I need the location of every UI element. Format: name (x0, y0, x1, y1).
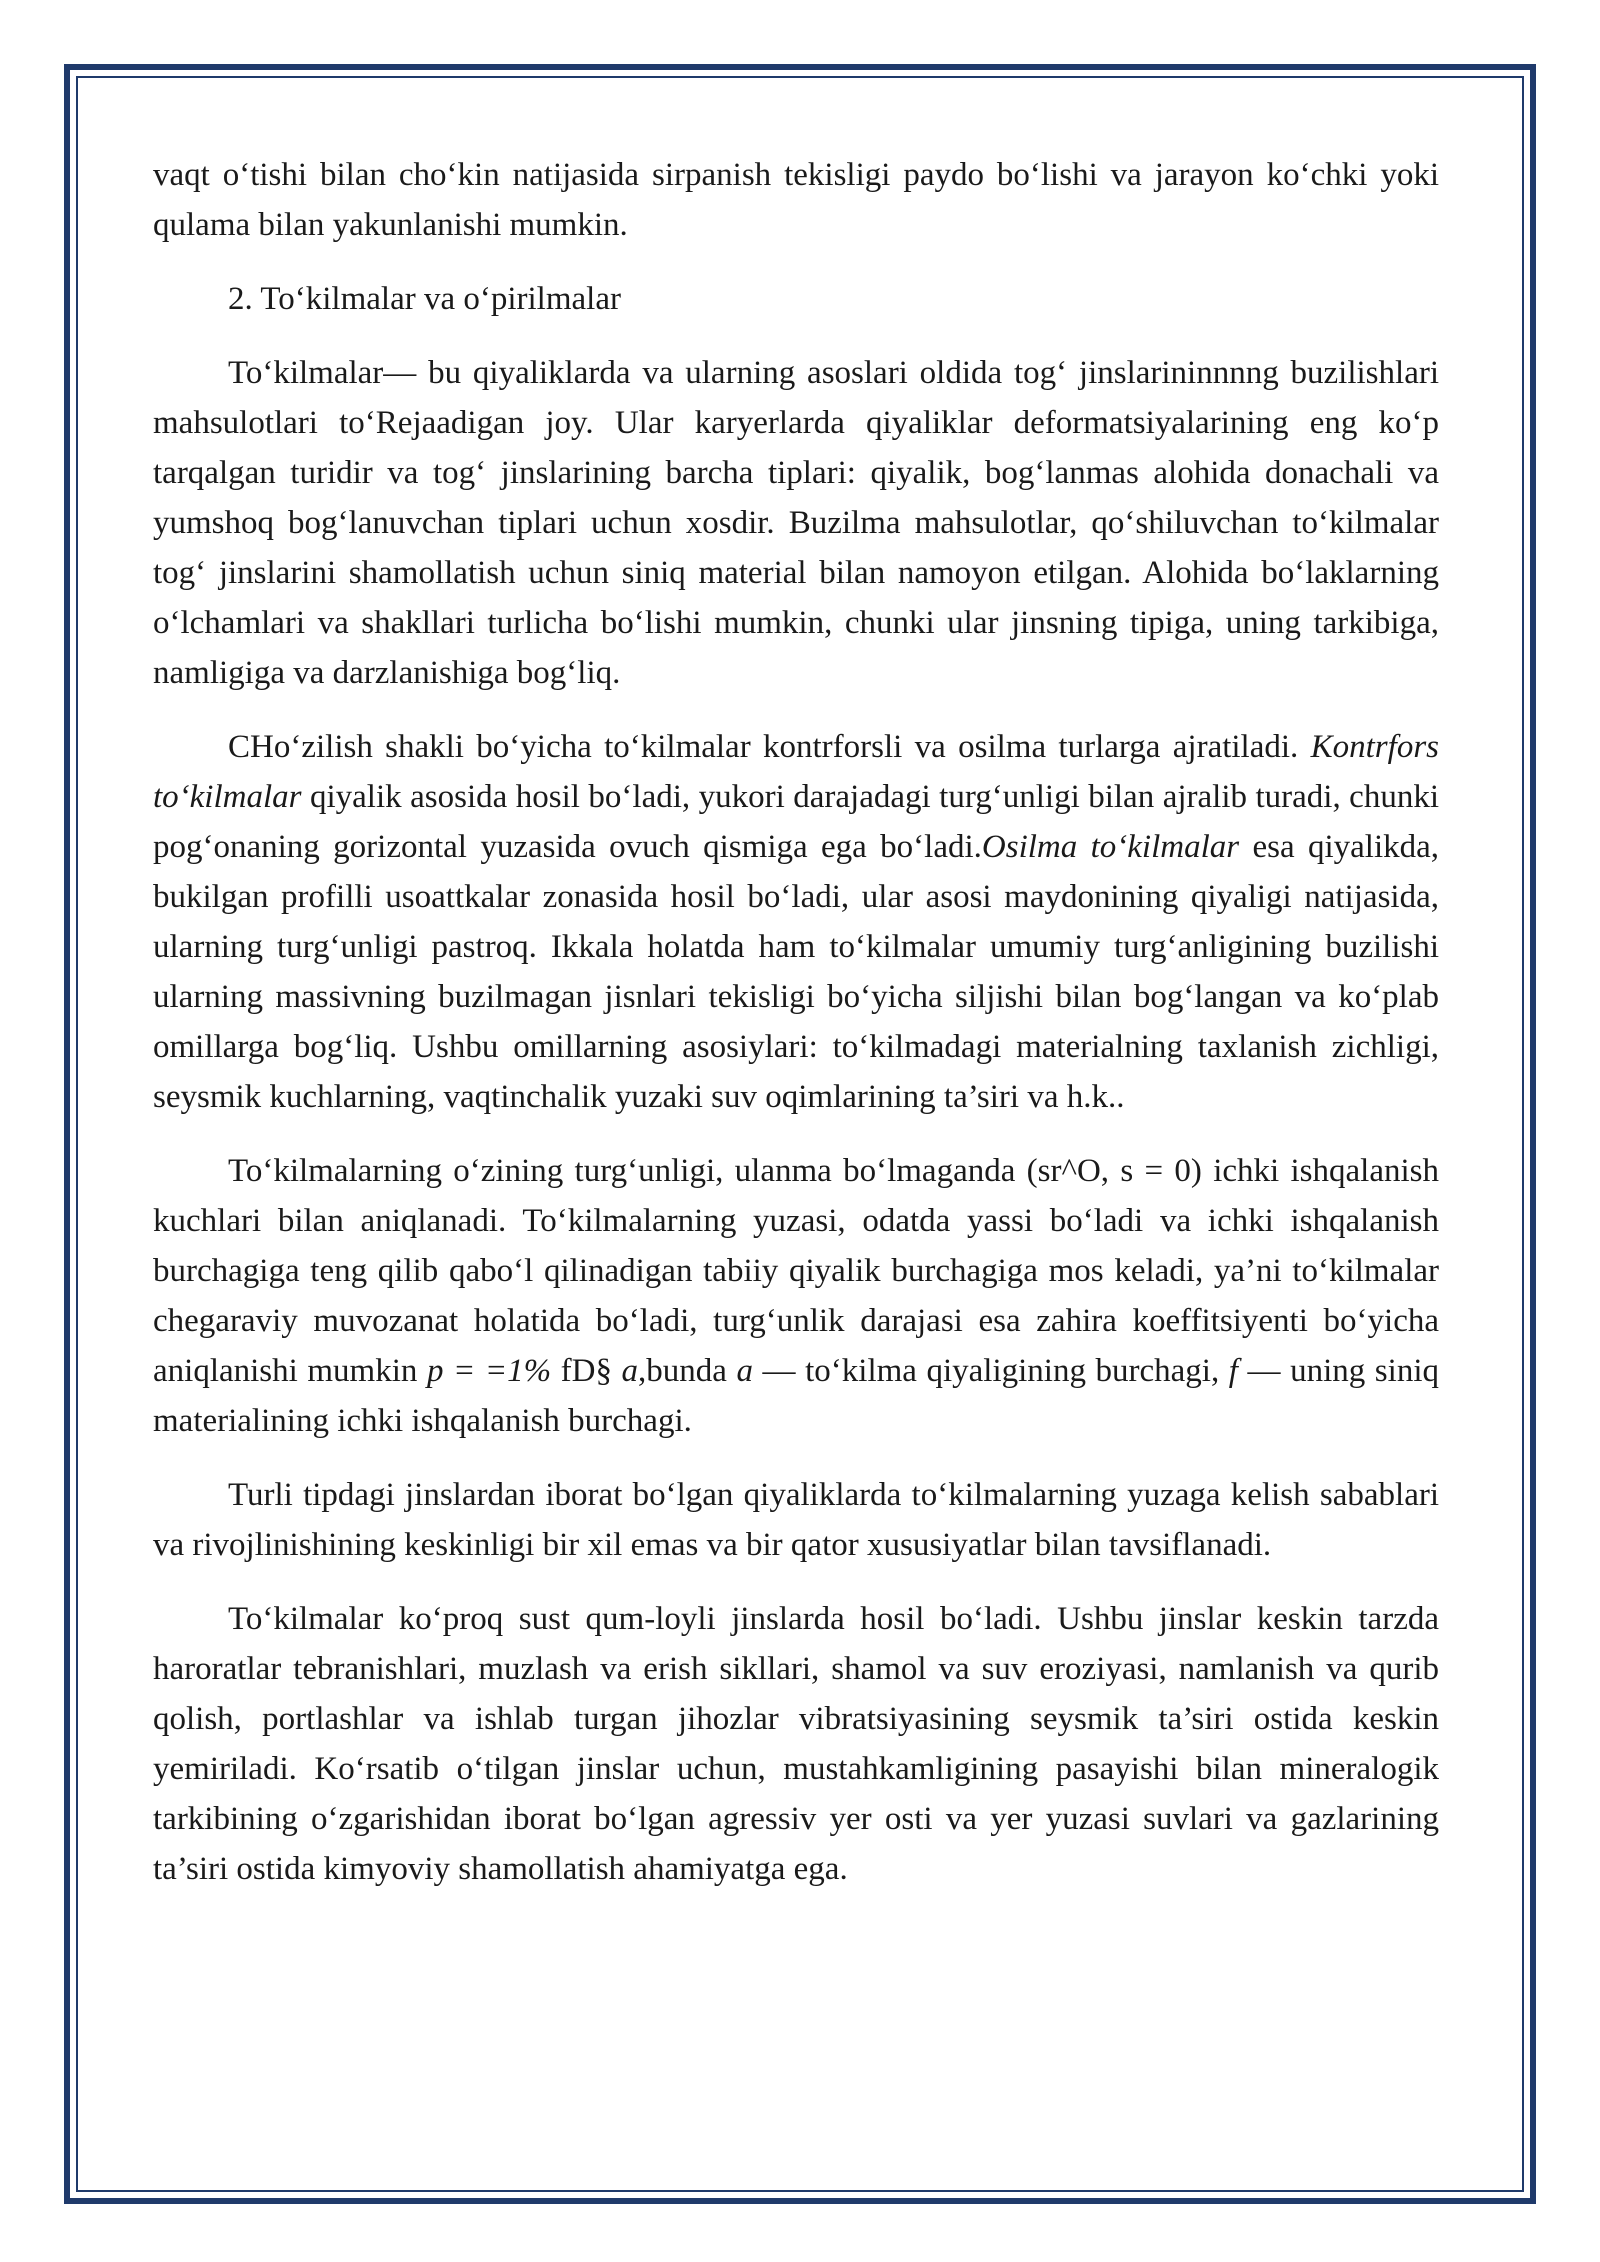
paragraph-4-text-e: — uning siniq materialining ichki ishqalanish burchagi. (153, 1353, 1439, 1439)
document-body (153, 150, 1439, 1894)
paragraph-5: Turli tipdagi jinslardan iborat bo‘lgan qiyaliklarda to‘kilmalarning yuzaga kelish sabablari va rivojlinishining keskinligi bir xil emas va bir qator xususiyatlar bilan tavsiflanadi. (153, 1477, 1439, 1563)
paragraph-2: To‘kilmalar— bu qiyaliklarda va ularning asoslari oldida tog‘ jinslarininnnng buzilishlari mahsulotlari to‘Rejaadigan joy. Ular karyerlarda qiyaliklar deformatsiyalarining eng ko‘p tarqalgan turidir va tog‘ jinslarining barcha tiplari: qiyalik, bog‘lanmas alohida donachali va yumshoq bog‘lanuvchan tiplari uchun xosdir. Buzilma mahsulotlar, qo‘shiluvchan to‘kilmalar tog‘ jinslarini shamollatish uchun siniq material bilan namoyon etilgan. Alohida bo‘laklarning o‘lchamlari va shakllari turlicha bo‘lishi mumkin, chunki ular jinsning tipiga, uning tarkibiga, namligiga va darzlanishiga bog‘liq. (153, 355, 1439, 691)
section-heading: 2. To‘kilmalar va o‘pirilmalar (228, 281, 621, 317)
paragraph-1: vaqt o‘tishi bilan cho‘kin natijasida sirpanish tekisligi paydo bo‘lishi va jarayon ko‘chki yoki qulama bilan yakunlanishi mumkin. (153, 157, 1439, 243)
paragraph-6: To‘kilmalar ko‘proq sust qum-loyli jinslarda hosil bo‘ladi. Ushbu jinslar keskin tarzda haroratlar tebranishlari, muzlash va erish sikllari, shamol va suv eroziyasi, namlanish va qurib qolish, portlashlar va ishlab turgan jihozlar vibratsiyasining seysmik ta’siri ostida keskin yemiriladi. Ko‘rsatib o‘tilgan jinslar uchun, mustahkamligining pasayishi bilan mineralogik tarkibining o‘zgarishidan iborat bo‘lgan agressiv yer osti va yer yuzasi suvlari va gazlarining ta’siri ostida kimyoviy shamollatish ahamiyatga ega. (153, 1601, 1439, 1887)
paragraph-4 (153, 1146, 1439, 1446)
paragraph-4-formula-1: p = =1% (426, 1353, 552, 1389)
paragraph-3-text-a: CHo‘zilish shakli bo‘yicha to‘kilmalar kontrforsli va osilma turlarga ajratiladi. (228, 729, 1311, 765)
paragraph-4-symbol-a-1: a (621, 1353, 639, 1389)
paragraph-3-text-b: qiyalik asosida hosil bo‘ladi, yukori darajadagi turg‘unligi bilan ajralib turadi, chunki pog‘onaning gorizontal yuzasida ovuch qismiga ega bo‘ladi. (153, 779, 1439, 865)
paragraph-4-text-d: — to‘kilma qiyaligining burchagi, (753, 1353, 1229, 1389)
paragraph-3-text-c: esa qiyalikda, bukilgan profilli usoattkalar zonasida hosil bo‘ladi, ular asosi maydonining qiyaligi natijasida, ularning turg‘unligi pastroq. Ikkala holatda ham to‘kilmalar umumiy turg‘anligining buzilishi ularning massivning buzilmagan jisnlari tekisligi bo‘yicha siljishi bilan bog‘langan va ko‘plab omillarga bog‘liq. Ushbu omillarning asosiylari: to‘kilmadagi materialning taxlanish zichligi, seysmik kuchlarning, vaqtinchalik yuzaki suv oqimlarining ta’siri va h.k.. (153, 829, 1440, 1115)
paragraph-4-text-b: fD§ (551, 1353, 622, 1389)
paragraph-4-text-c: ,bunda (638, 1353, 737, 1389)
paragraph-4-symbol-f: f (1228, 1353, 1238, 1389)
paragraph-3-italic-term-2: Osilma to‘kilmalar (981, 829, 1240, 865)
paragraph-3-italic-term-1: Kontrfors to‘kilmalar (153, 729, 1439, 815)
paragraph-4-text-a: To‘kilmalarning o‘zining turg‘unligi, ulanma bo‘lmaganda (sr^O, s = 0) ichki ishqalanish kuchlari bilan aniqlanadi. To‘kilmalarning yuzasi, odatda yassi bo‘ladi va ichki ishqalanish burchagiga teng qilib qabo‘l qilinadigan tabiiy qiyalik burchagiga mos keladi, ya’ni to‘kilmalar chegaraviy muvozanat holatida bo‘ladi, turg‘unlik darajasi esa zahira koeffitsiyenti bo‘yicha aniqlanishi mumkin (153, 1153, 1439, 1389)
paragraph-3 (153, 722, 1439, 1122)
paragraph-4-symbol-a-2: a (736, 1353, 753, 1389)
